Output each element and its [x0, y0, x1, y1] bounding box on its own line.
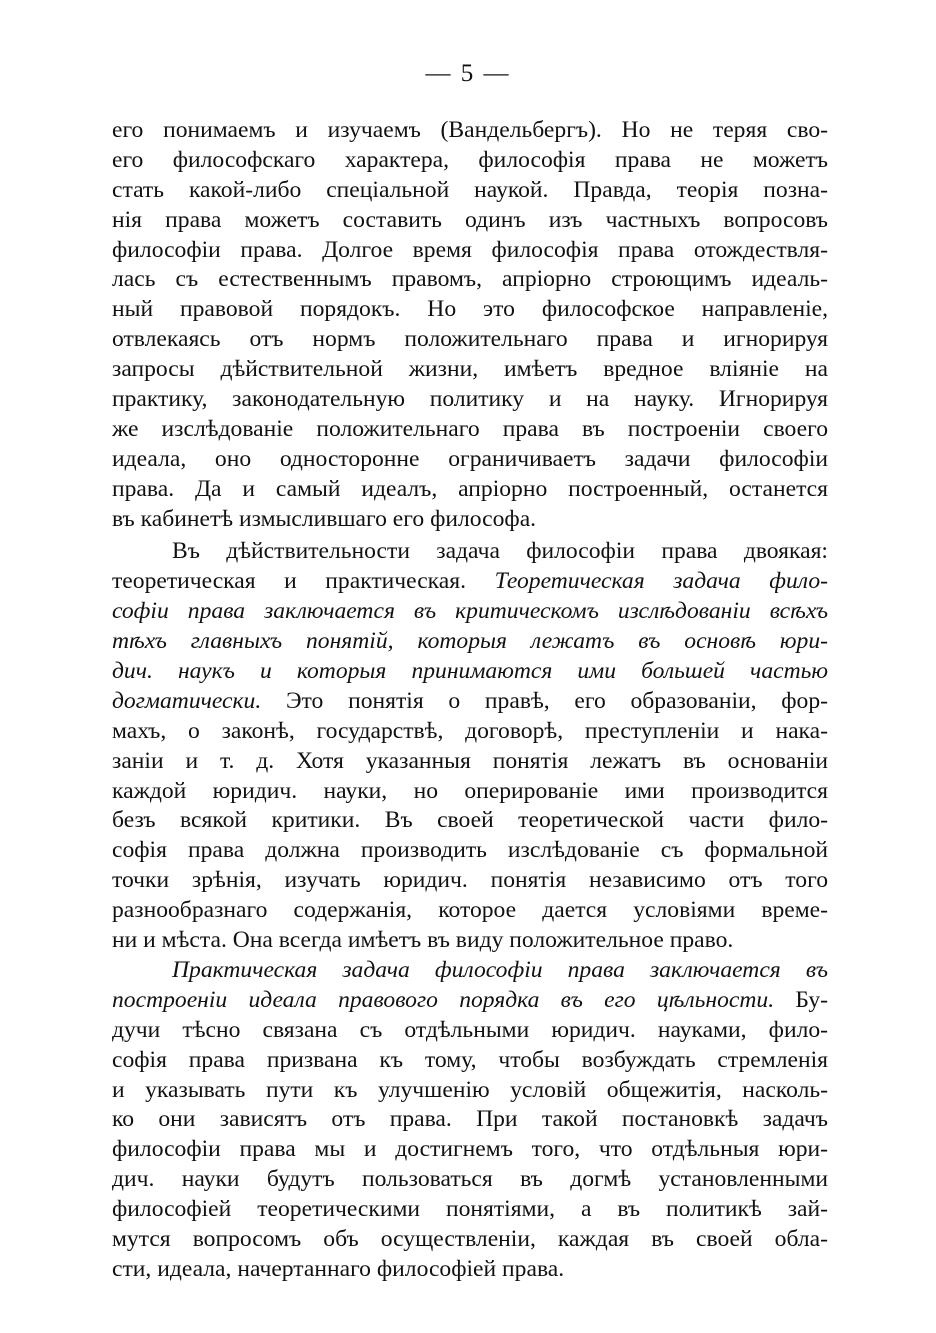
text-line: тѣхъ главныхъ понятій, которыя лежатъ въ основѣ юри- — [112, 628, 828, 655]
text-line: его понимаемъ и изучаемъ (Вандельбергъ). Но не теряя сво- — [112, 117, 828, 143]
body-text — [112, 116, 828, 1285]
text-line: ко они зависятъ отъ права. При такой постановкѣ задачъ — [112, 1106, 828, 1133]
text-line: безъ всякой критики. Въ своей теоретической части фило- — [112, 807, 828, 834]
text-line: ни и мѣста. Она всегда имѣетъ въ виду положительное право. — [112, 927, 734, 954]
text-line: софія права призвана къ тому, чтобы возбуждать стремленія — [112, 1046, 828, 1073]
text-line: философіей теоретическими понятіями, а въ политикѣ зай- — [112, 1196, 828, 1223]
text-line: построеніи идеала правового порядка въ его цѣльности. Бу- — [112, 986, 828, 1013]
text-line: разнообразнаго содержанія, которое дается условіями време- — [112, 897, 828, 924]
text-line: его философскаго характера, философія права не можетъ — [112, 146, 828, 173]
text-line: теоретическая и практическая. Теоретическая задача фило- — [112, 568, 829, 595]
text-line: практику, законодательную политику и на науку. Игнорируя — [112, 386, 828, 413]
text-line: права. Да и самый идеалъ, апріорно построенный, останется — [112, 475, 828, 502]
text-line: дучи тѣсно связана съ отдѣльными юридич. науками, фило- — [112, 1016, 828, 1043]
text-line: догматически. Это понятія о правѣ, его образованіи, фор- — [112, 687, 828, 714]
page-number: — 5 — — [425, 60, 511, 87]
text-line: лась съ естественнымъ правомъ, апріорно строющимъ идеаль- — [112, 266, 828, 293]
text-line: нія права можетъ составить одинъ изъ частныхъ вопросовъ — [112, 206, 828, 233]
text-line: сти, идеала, начертаннаго философіей права. — [112, 1255, 565, 1282]
text-line: и указывать пути къ улучшенію условій общежитія, насколь- — [112, 1076, 828, 1103]
text-line: въ кабинетѣ измыслившаго его философа. — [112, 505, 537, 532]
text-line: махъ, о законѣ, государствѣ, договорѣ, преступленіи и нака- — [112, 717, 828, 744]
text-line: же изслѣдованіе положительнаго права въ построеніи своего — [112, 415, 828, 442]
text-line: мутся вопросомъ объ осуществленіи, каждая въ своей обла- — [112, 1225, 828, 1252]
text-line: философіи права. Долгое время философія права отождествля- — [112, 236, 828, 263]
text-line: ный правовой порядокъ. Но это философское направленіе, — [112, 296, 828, 323]
text-line: дич. наукъ и которыя принимаются ими большей частью — [112, 658, 828, 685]
text-line: отвлекаясь отъ нормъ положительнаго права и игнорируя — [112, 326, 828, 353]
text-line: запросы дѣйствительной жизни, имѣетъ вредное вліяніе на — [112, 356, 828, 383]
text-line: каждой юридич. науки, но оперированіе ими производится — [112, 777, 828, 804]
text-line: Практическая задача философіи права заключается въ — [172, 956, 828, 983]
text-line: стать какой-либо спеціальной наукой. Правда, теорія позна- — [112, 176, 828, 203]
text-line: заніи и т. д. Хотя указанныя понятія лежатъ въ основаніи — [112, 747, 828, 774]
text-line: идеала, оно односторонне ограничиваетъ задачи философіи — [112, 445, 828, 472]
text-line: Въ дѣйствительности задача философіи права двоякая: — [172, 538, 828, 565]
text-line: дич. науки будутъ пользоваться въ догмѣ установленными — [112, 1166, 828, 1193]
text-line: софія права должна производить изслѣдованіе съ формальной — [112, 837, 828, 864]
text-line: философіи права мы и достигнемъ того, что отдѣльныя юри- — [112, 1136, 828, 1163]
text-line: софіи права заключается въ критическомъ изслѣдованіи всѣхъ — [112, 598, 828, 625]
text-line: точки зрѣнія, изучать юридич. понятія независимо отъ того — [112, 867, 828, 894]
